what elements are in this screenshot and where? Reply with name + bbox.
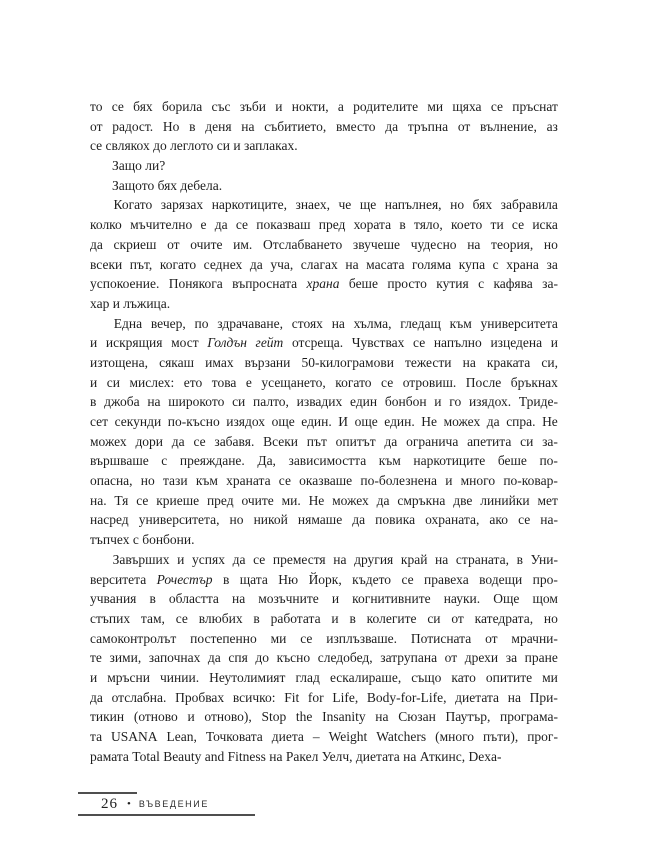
text-line: и си мислех: ето това е усещането, когато се отровиш. После бръкнах bbox=[90, 374, 558, 390]
text-line: вършваше с преяждане. Да, зависимостта към наркотиците беше по- bbox=[90, 453, 558, 469]
text-line: учвания в областта на мозъчните и когнитивните науки. Още щом bbox=[90, 591, 558, 607]
paragraph-5 bbox=[90, 314, 558, 550]
text-line: стъпих там, се влюбих в работата и в колегите си от катедрата, но bbox=[90, 610, 558, 626]
text-line: сет секунди по-късно изядох още един. И още един. Не можех да спра. Не bbox=[90, 414, 558, 429]
text-line: от радост. Но в деня на събитието, вместо да тръпна от вълнение, аз bbox=[90, 118, 558, 134]
text-line: насред университета, но никой нямаше да повика охраната, ако се на- bbox=[90, 512, 558, 528]
text-line: да скриеш от очите им. Отслабването звучеше чудесно на теория, но bbox=[90, 236, 558, 252]
text-line: та USANA Lean, Точковата диета – Weight Watchers (много пъти), прог- bbox=[90, 729, 558, 744]
text-line: те зими, започнах да спя до късно следобед, затрупана от дрехи за пране bbox=[90, 650, 558, 666]
footer-rule-long bbox=[78, 814, 255, 816]
paragraph-6 bbox=[90, 550, 558, 767]
text-line: то се бях борила със зъби и нокти, а родителите ми щяха се пръснат bbox=[90, 99, 558, 114]
text-line: Една вечер, по здрачаване, стоях на хълма, гледащ към университета bbox=[113, 315, 558, 331]
text-line: опасна, но тази към храната се оказваше по-болезнена и много по-ковар- bbox=[90, 473, 558, 489]
text-line: и мръсни чинии. Неутолимият глад ескалираше, също като опитите ми bbox=[90, 669, 558, 685]
paragraph-2 bbox=[90, 156, 558, 176]
paragraph-1 bbox=[90, 97, 558, 156]
text-line: колко мъчително е да се показваш пред хората в тяло, което ти се иска bbox=[90, 217, 558, 233]
page-footer bbox=[78, 792, 255, 816]
text-line: Завърших и успях да се преместя на другия край на страната, в Уни- bbox=[112, 551, 558, 567]
text-line: Защо ли? bbox=[112, 158, 166, 174]
text-line: самоконтролът постепенно ми се изплъзваше. Потисната от мрачни- bbox=[90, 630, 558, 646]
paragraph-3 bbox=[90, 176, 558, 196]
text-line: се свлякох до леглото си и заплаках. bbox=[90, 138, 298, 154]
text-line: в джоба на широкото си палто, извадих един бонбон и го изядох. Триде- bbox=[90, 394, 558, 410]
text-line: и искрящия мост Голдън гейт отсреща. Чувствах се напълно изцедена и bbox=[90, 335, 558, 351]
footer-row bbox=[78, 794, 255, 814]
text-line: можех дори да се забавя. Всеки път опитът да огранича апетита си за- bbox=[90, 433, 558, 449]
text-line: успокоение. Понякога въпросната храна беше просто кутия с кафява за- bbox=[90, 276, 558, 292]
text-line: всеки път, когато седнех да уча, слагах на масата голяма купа с храна за bbox=[90, 256, 558, 272]
paragraph-4 bbox=[90, 195, 558, 313]
text-line: тъпчех с бонбони. bbox=[90, 532, 195, 548]
footer-bullet-icon: • bbox=[127, 798, 131, 810]
text-line: Когато зарязах наркотиците, знаех, че ще напълнея, но бях забравила bbox=[113, 197, 558, 213]
text-line: Защото бях дебела. bbox=[112, 177, 223, 193]
text-line: верситета Рочестър в щата Ню Йорк, където се правеха водещи про- bbox=[90, 571, 558, 587]
text-line: на. Тя се криеше пред очите ми. Не можех да смръкна две линийки мет bbox=[90, 492, 558, 508]
page-number: 26 bbox=[101, 795, 118, 812]
text-line: изтощена, сякаш имах вързани 50-килограмови тежести на краката си, bbox=[90, 354, 558, 370]
footer-section-title: ВЪВЕДЕНИЕ bbox=[138, 799, 209, 809]
body-text bbox=[90, 97, 558, 766]
text-line: тикин (отново и отново), Stop the Insanity на Сюзан Паутър, програма- bbox=[90, 709, 558, 725]
text-line: да отслабна. Пробвах всичко: Fit for Life, Body-for-Life, диетата на При- bbox=[90, 689, 558, 705]
text-line: рамата Total Beauty and Fitness на Ракел Уелч, диетата на Аткинс, Dexa- bbox=[90, 748, 502, 764]
text-line: хар и лъжица. bbox=[90, 295, 171, 311]
